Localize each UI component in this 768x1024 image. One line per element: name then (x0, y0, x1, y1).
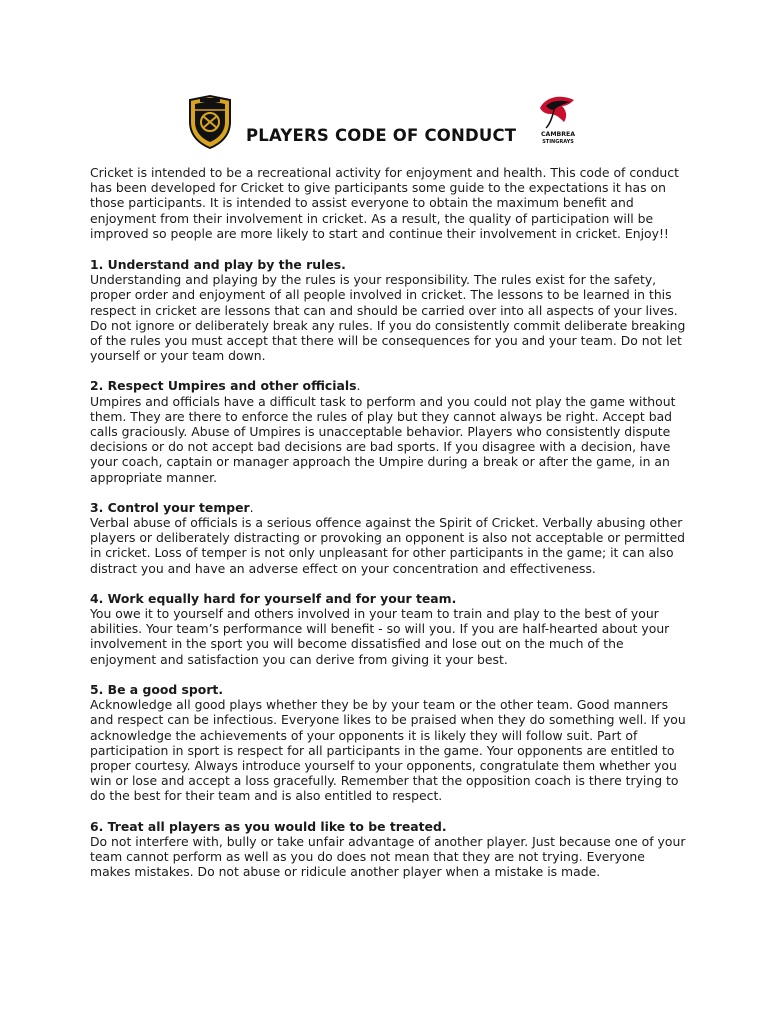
section-body: Understanding and playing by the rules is your responsibility. The rules exist for the safety, proper order and enjoyment of all people involved in cricket. The lessons to be learned in this respect in cricket are lessons that can and should be carried over into all aspects of your lives. Do not ignore or deliberately break any rules. If you do consistently commit deliberate breaking of the rules you must accept that there will be consequences for you and your team. Do not let yourself or your team down. (90, 272, 686, 364)
section-heading: 2. Respect Umpires and other officials. (90, 378, 361, 394)
logo-text-cambrea: CAMBREA (541, 131, 575, 138)
section-body: You owe it to yourself and others involved in your team to train and play to the best of your abilities. Your team’s performance will benefit - so will you. If you are half-hearted about your involvement in the sport you will become dissatisfied and lose out on the much of the enjoyment and satisfaction you can derive from giving it your best. (90, 606, 670, 667)
club-crest-shield-icon (186, 94, 234, 150)
section-body: Verbal abuse of officials is a serious offence against the Spirit of Cricket. Verbally abusing other players or deliberately distracting or provoking an opponent is also not acceptable or permitted in cricket. Loss of temper is not only unpleasant for other participants in the game; it can also distract you and have an adverse effect on your concentration and effectiveness. (90, 515, 686, 576)
section-heading: 6. Treat all players as you would like to be treated. (90, 818, 447, 834)
section-1 (90, 257, 686, 363)
section-heading: 5. Be a good sport. (90, 681, 224, 697)
section-heading: 3. Control your temper. (90, 499, 254, 515)
page-title: PLAYERS CODE OF CONDUCT (246, 126, 517, 145)
document-body (90, 165, 686, 894)
section-heading: 1. Understand and play by the rules. (90, 257, 346, 273)
document-header (0, 88, 768, 168)
section-body: Acknowledge all good plays whether they be by your team or the other team. Good manners and respect can be infectious. Everyone likes to be praised when they do something well. If you acknowledge the achievements of your opponents it is likely they will follow suit. Part of participation in sport is respect for all participants in the game. Your opponents are entitled to proper courtesy. Always introduce yourself to your opponents, congratulate them whether you win or lose and accept a loss gracefully. Remember that the opposition coach is there trying to do the best for their team and is also entitled to respect. (90, 697, 686, 804)
intro-paragraph: Cricket is intended to be a recreational activity for enjoyment and health. This code of conduct has been developed for Cricket to give participants some guide to the expectations it has on those participants. It is intended to assist everyone to obtain the maximum benefit and enjoyment from their involvement in cricket. As a result, the quality of participation will be improved so people are more likely to start and continue their involvement in cricket. Enjoy!! (90, 165, 679, 241)
logo-text-stingrays: STINGRAYS (542, 139, 574, 145)
section-5 (90, 682, 686, 804)
section-4 (90, 591, 686, 667)
cambrea-stingrays-logo-icon (536, 92, 580, 150)
section-heading: 4. Work equally hard for yourself and for your team. (90, 590, 457, 606)
section-2 (90, 378, 686, 484)
section-3 (90, 500, 686, 576)
section-6 (90, 819, 686, 880)
section-body: Umpires and officials have a difficult task to perform and you could not play the game without them. They are there to enforce the rules of play but they cannot always be right. Accept bad calls graciously. Abuse of Umpires is unacceptable behavior. Players who consistently dispute decisions or do not accept bad decisions are bad sports. If you disagree with a decision, have your coach, captain or manager approach the Umpire during a break or after the game, in an appropriate manner. (90, 393, 676, 485)
section-body: Do not interfere with, bully or take unfair advantage of another player. Just because one of your team cannot perform as well as you do does not mean that they are not trying. Everyone makes mistakes. Do not abuse or ridicule another player when a mistake is made. (90, 833, 686, 880)
